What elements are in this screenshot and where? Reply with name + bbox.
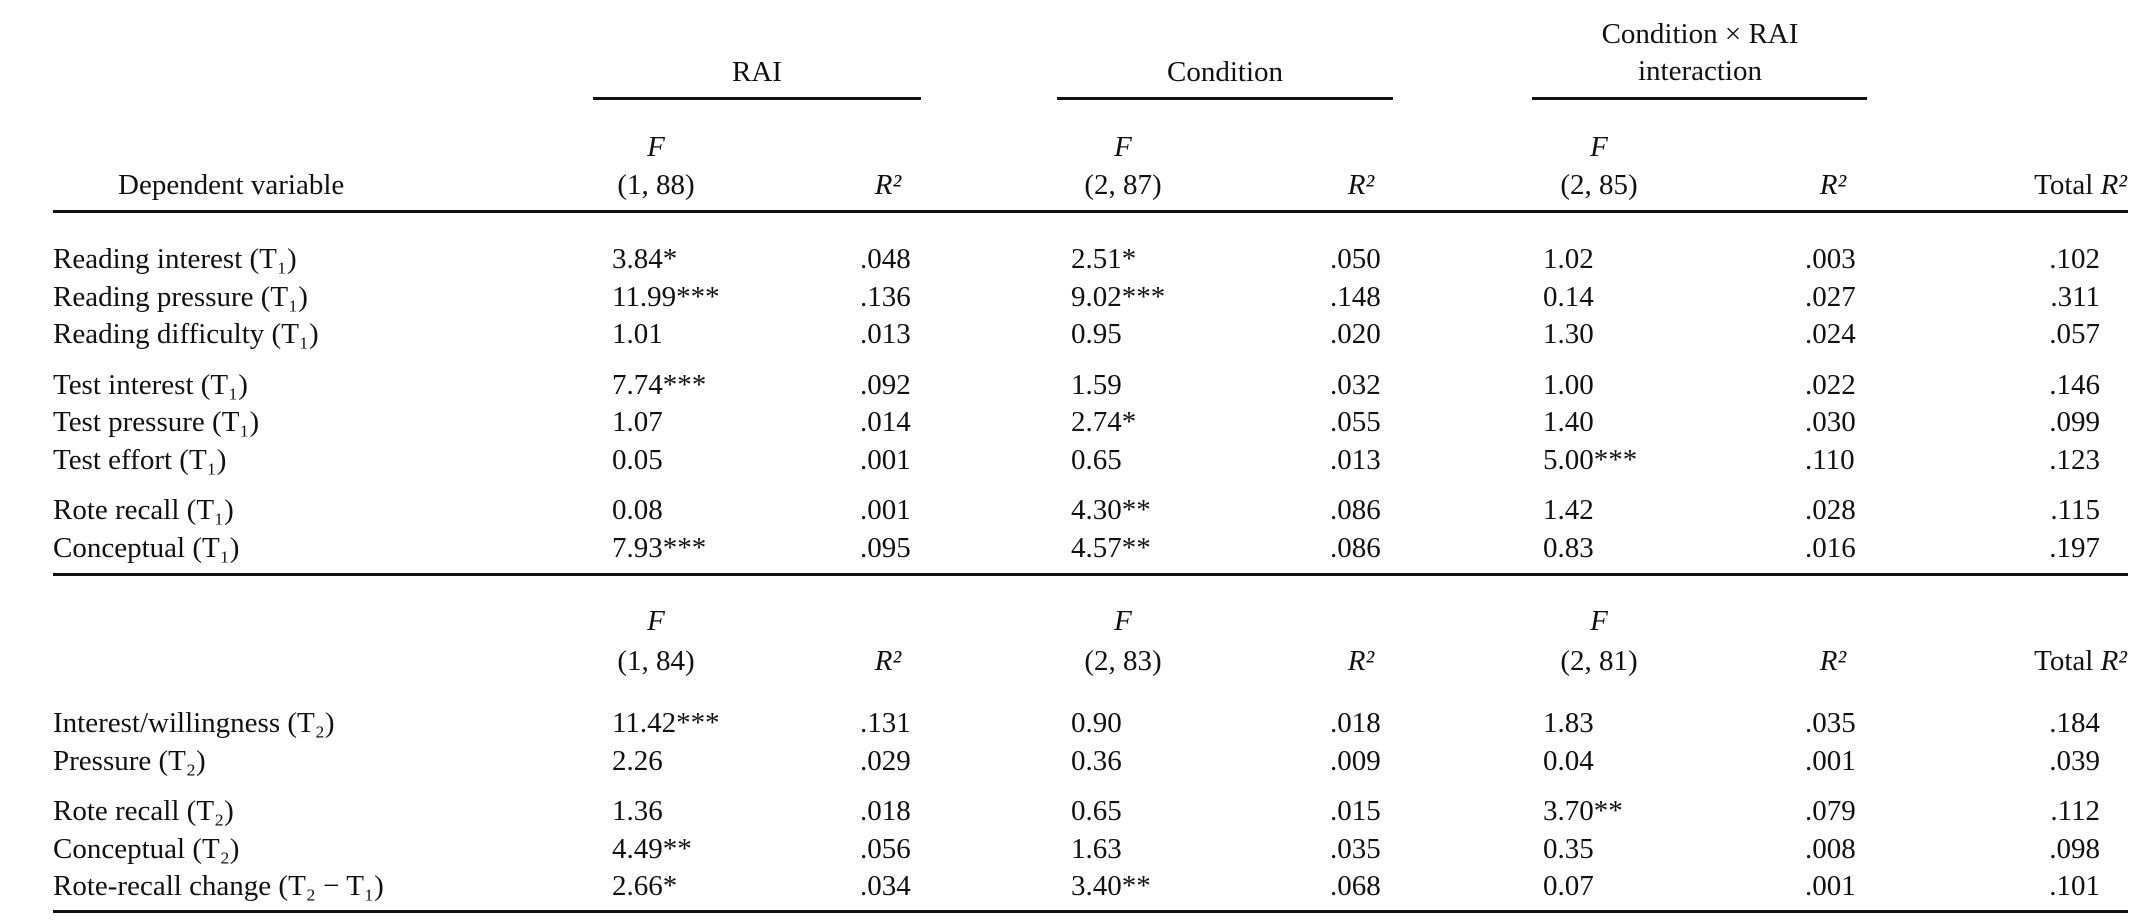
r2-label: R² xyxy=(2100,645,2127,677)
r2-header-interaction: R² xyxy=(1819,169,1847,201)
row-label: Test pressure (T₁) xyxy=(53,406,260,438)
interaction-r2-cell: .035 xyxy=(1805,707,1856,739)
rai-r2-cell: .014 xyxy=(860,406,911,438)
section-rule xyxy=(53,573,2128,576)
total-r2-cell: .123 xyxy=(2049,443,2100,476)
condition-r2-cell: .013 xyxy=(1330,443,1381,476)
total-r2-header xyxy=(2034,171,2127,200)
total-r2-cell: .112 xyxy=(2050,795,2100,827)
total-r2-cell: .197 xyxy=(2049,531,2100,564)
interaction-r2-cell: .003 xyxy=(1805,243,1856,275)
rai-f-cell: 0.08 xyxy=(612,494,663,526)
condition-r2-cell: .068 xyxy=(1330,870,1381,902)
condition-r2-cell: .055 xyxy=(1330,406,1381,438)
rai-f-cell: 1.36 xyxy=(612,795,663,827)
rai-f-cell: 11.99*** xyxy=(612,280,720,313)
rai-f-cell: 4.49** xyxy=(612,832,692,865)
row-label: Conceptual (T₁) xyxy=(53,531,240,564)
f-header-interaction: F xyxy=(1590,605,1608,637)
total-r2-cell: .099 xyxy=(2049,406,2100,438)
interaction-f-cell: 0.83 xyxy=(1543,531,1594,564)
interaction-r2-cell: .008 xyxy=(1805,832,1856,865)
rai-f-cell: 11.42*** xyxy=(612,707,720,739)
total-r2-cell: .057 xyxy=(2049,318,2100,350)
row-label: Reading difficulty (T₁) xyxy=(53,318,319,350)
rai-r2-cell: .048 xyxy=(860,243,911,275)
condition-f-cell: 0.36 xyxy=(1071,744,1122,777)
r2-header-interaction: R² xyxy=(1819,645,1847,677)
r2-label: R² xyxy=(2100,169,2127,201)
rai-f-cell: 1.07 xyxy=(612,406,663,438)
df-header-condition: (2, 87) xyxy=(1084,169,1162,201)
f-header-condition: F xyxy=(1114,131,1132,163)
condition-r2-cell: .015 xyxy=(1330,795,1381,827)
row-label: Interest/willingness (T₂) xyxy=(53,707,335,739)
row-label: Rote-recall change (T₂ − T₁) xyxy=(53,870,384,902)
total-r2-cell: .039 xyxy=(2049,744,2100,777)
total-r2-cell: .184 xyxy=(2049,707,2100,739)
group-rule-condition xyxy=(1057,97,1393,100)
condition-f-cell: 1.63 xyxy=(1071,832,1122,865)
rai-f-cell: 7.93*** xyxy=(612,531,707,564)
interaction-f-cell: 0.35 xyxy=(1543,832,1594,865)
rai-r2-cell: .095 xyxy=(860,531,911,564)
total-r2-header xyxy=(2034,647,2127,676)
condition-r2-cell: .086 xyxy=(1330,494,1381,526)
total-r2-cell: .102 xyxy=(2049,243,2100,275)
f-header-interaction: F xyxy=(1590,131,1608,163)
group-header-rai: RAI xyxy=(732,56,782,88)
rai-r2-cell: .131 xyxy=(860,707,911,739)
interaction-f-cell: 5.00*** xyxy=(1543,443,1638,476)
rai-f-cell: 2.26 xyxy=(612,744,663,777)
group-rule-interaction xyxy=(1532,97,1867,100)
rai-r2-cell: .136 xyxy=(860,280,911,313)
row-label: Rote recall (T₂) xyxy=(53,795,234,827)
row-label: Conceptual (T₂) xyxy=(53,832,240,865)
interaction-r2-cell: .001 xyxy=(1805,870,1856,902)
condition-f-cell: 4.57** xyxy=(1071,531,1151,564)
condition-f-cell: 1.59 xyxy=(1071,368,1122,401)
rai-f-cell: 3.84* xyxy=(612,243,678,275)
interaction-r2-cell: .030 xyxy=(1805,406,1856,438)
interaction-f-cell: 3.70** xyxy=(1543,795,1623,827)
rai-f-cell: 0.05 xyxy=(612,443,663,476)
condition-r2-cell: .086 xyxy=(1330,531,1381,564)
group-header-interaction-line2: interaction xyxy=(1637,55,1763,87)
interaction-r2-cell: .028 xyxy=(1805,494,1856,526)
interaction-f-cell: 1.02 xyxy=(1543,243,1594,275)
interaction-r2-cell: .022 xyxy=(1805,368,1856,401)
df-header-condition: (2, 83) xyxy=(1084,645,1162,677)
interaction-f-cell: 1.42 xyxy=(1543,494,1594,526)
condition-f-cell: 0.65 xyxy=(1071,443,1122,476)
f-header-rai: F xyxy=(647,605,665,637)
condition-f-cell: 0.65 xyxy=(1071,795,1122,827)
r2-header-rai: R² xyxy=(874,169,902,201)
total-label: Total xyxy=(2034,645,2094,677)
df-header-interaction: (2, 85) xyxy=(1560,169,1638,201)
interaction-f-cell: 0.07 xyxy=(1543,870,1594,902)
total-label: Total xyxy=(2034,169,2094,201)
condition-r2-cell: .148 xyxy=(1330,280,1381,313)
df-header-rai: (1, 88) xyxy=(617,169,695,201)
interaction-r2-cell: .110 xyxy=(1805,443,1855,476)
rai-f-cell: 7.74*** xyxy=(612,368,707,401)
interaction-f-cell: 1.30 xyxy=(1543,318,1594,350)
r2-header-condition: R² xyxy=(1347,645,1375,677)
f-header-condition: F xyxy=(1114,605,1132,637)
rai-r2-cell: .018 xyxy=(860,795,911,827)
row-label: Reading interest (T₁) xyxy=(53,243,297,275)
rai-r2-cell: .034 xyxy=(860,870,911,902)
row-label: Rote recall (T₁) xyxy=(53,494,234,526)
total-r2-cell: .311 xyxy=(2050,280,2100,313)
interaction-r2-cell: .027 xyxy=(1805,280,1856,313)
interaction-f-cell: 0.04 xyxy=(1543,744,1594,777)
interaction-f-cell: 0.14 xyxy=(1543,280,1594,313)
rai-r2-cell: .029 xyxy=(860,744,911,777)
stub-header: Dependent variable xyxy=(118,169,345,201)
interaction-f-cell: 1.83 xyxy=(1543,707,1594,739)
total-r2-cell: .115 xyxy=(2050,494,2100,526)
condition-f-cell: 4.30** xyxy=(1071,494,1151,526)
interaction-r2-cell: .001 xyxy=(1805,744,1856,777)
condition-f-cell: 0.95 xyxy=(1071,318,1122,350)
interaction-r2-cell: .016 xyxy=(1805,531,1856,564)
r2-header-rai: R² xyxy=(874,645,902,677)
row-label: Test effort (T₁) xyxy=(53,443,227,476)
condition-r2-cell: .020 xyxy=(1330,318,1381,350)
condition-r2-cell: .018 xyxy=(1330,707,1381,739)
condition-f-cell: 9.02*** xyxy=(1071,280,1166,313)
group-rule-rai xyxy=(593,97,921,100)
rai-f-cell: 1.01 xyxy=(612,318,663,350)
rai-r2-cell: .092 xyxy=(860,368,911,401)
condition-f-cell: 2.74* xyxy=(1071,406,1137,438)
interaction-r2-cell: .024 xyxy=(1805,318,1856,350)
total-r2-cell: .146 xyxy=(2049,368,2100,401)
condition-r2-cell: .050 xyxy=(1330,243,1381,275)
rai-f-cell: 2.66* xyxy=(612,870,678,902)
condition-f-cell: 0.90 xyxy=(1071,707,1122,739)
condition-r2-cell: .009 xyxy=(1330,744,1381,777)
header-rule xyxy=(53,210,2128,213)
rai-r2-cell: .056 xyxy=(860,832,911,865)
row-label: Reading pressure (T₁) xyxy=(53,280,308,313)
group-header-interaction-line1: Condition × RAI xyxy=(1601,18,1799,50)
condition-r2-cell: .032 xyxy=(1330,368,1381,401)
group-header-condition: Condition xyxy=(1166,56,1284,88)
rai-r2-cell: .001 xyxy=(860,443,911,476)
interaction-r2-cell: .079 xyxy=(1805,795,1856,827)
row-label: Pressure (T₂) xyxy=(53,744,206,777)
df-header-interaction: (2, 81) xyxy=(1560,645,1638,677)
f-header-rai: F xyxy=(647,131,665,163)
total-r2-cell: .098 xyxy=(2049,832,2100,865)
bottom-rule xyxy=(53,910,2128,913)
df-header-rai: (1, 84) xyxy=(617,645,695,677)
condition-f-cell: 2.51* xyxy=(1071,243,1137,275)
interaction-f-cell: 1.40 xyxy=(1543,406,1594,438)
r2-header-condition: R² xyxy=(1347,169,1375,201)
rai-r2-cell: .013 xyxy=(860,318,911,350)
total-r2-cell: .101 xyxy=(2049,870,2100,902)
row-label: Test interest (T₁) xyxy=(53,368,248,401)
rai-r2-cell: .001 xyxy=(860,494,911,526)
condition-r2-cell: .035 xyxy=(1330,832,1381,865)
interaction-f-cell: 1.00 xyxy=(1543,368,1594,401)
condition-f-cell: 3.40** xyxy=(1071,870,1151,902)
